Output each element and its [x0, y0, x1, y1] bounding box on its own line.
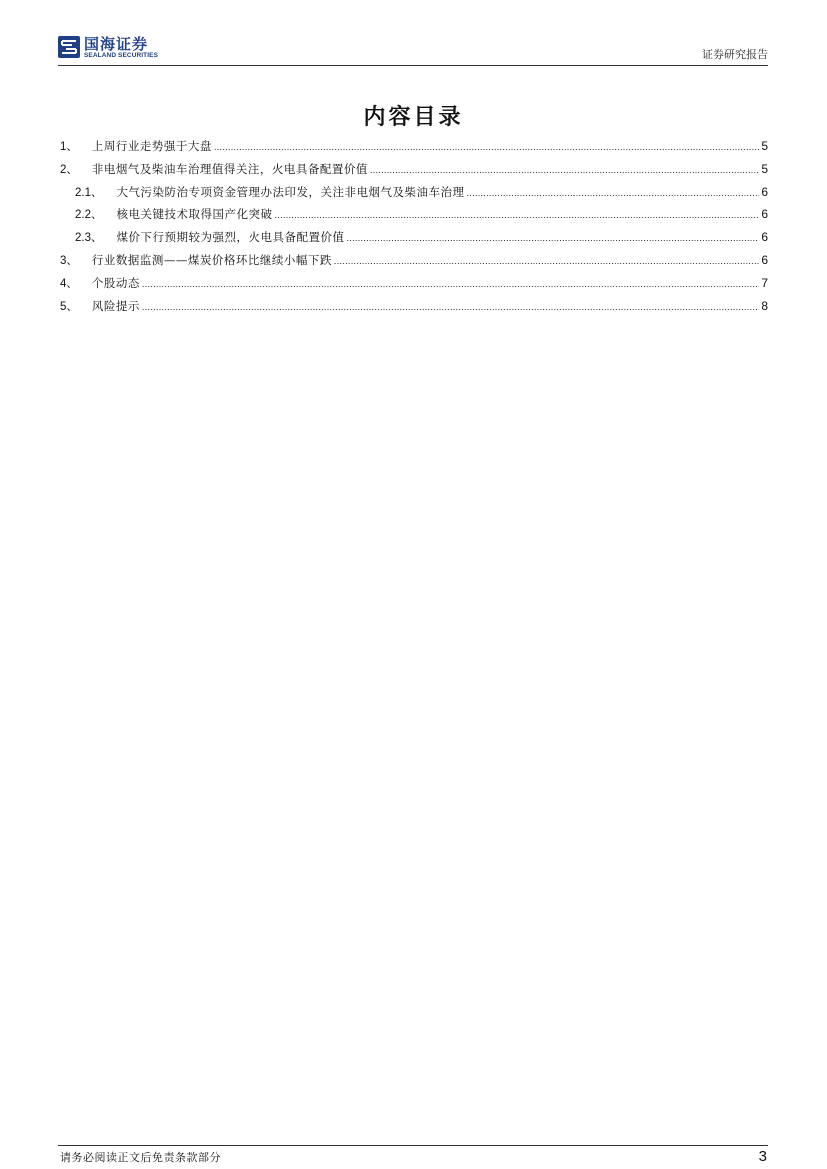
report-type-label: 证券研究报告: [702, 48, 768, 61]
toc-leader-dots: [142, 279, 759, 289]
toc-entry-title: 非电烟气及柴油车治理值得关注，火电具备配置价值: [91, 161, 368, 176]
toc-leader-dots: [142, 302, 759, 312]
toc-entry-number: 2.3、: [75, 232, 103, 245]
toc-entry[interactable]: [60, 252, 768, 275]
toc-leader-dots: [347, 233, 760, 243]
page-header: [58, 36, 768, 66]
toc-subentry[interactable]: [60, 229, 768, 252]
logo-chinese-name: 国海证券: [84, 35, 149, 53]
toc-leader-dots: [467, 188, 760, 198]
logo-english-name: SEALAND SECURITIES: [84, 52, 159, 59]
toc-entry-title: 上周行业走势强于大盘: [91, 139, 212, 153]
toc-entry-page: 6: [761, 252, 768, 267]
toc-entry-number: 2、: [60, 163, 78, 176]
toc-entry-page: 6: [761, 184, 768, 199]
toc-entry-page: 5: [761, 161, 768, 176]
toc-entry-page: 8: [761, 298, 768, 313]
toc-subentry[interactable]: [60, 184, 768, 207]
toc-leader-dots: [275, 210, 760, 220]
page-number: 3: [758, 1148, 767, 1165]
toc-entry-title: 核电关键技术取得国产化突破: [116, 207, 273, 222]
toc-entry[interactable]: [60, 275, 768, 298]
toc-leader-dots: [370, 165, 759, 175]
toc-entry-title: 行业数据监测——煤炭价格环比继续小幅下跌: [91, 252, 332, 267]
toc-leader-dots: [214, 142, 759, 152]
toc-entry-page: 5: [761, 139, 768, 153]
toc-entry-title: 大气污染防治专项资金管理办法印发，关注非电烟气及柴油车治理: [116, 184, 465, 199]
toc-entry-number: 3、: [60, 254, 78, 267]
sealand-logo-icon: [58, 36, 80, 58]
toc-entry-page: 7: [761, 275, 768, 290]
header-divider: [58, 65, 768, 66]
toc-title: 内容目录: [363, 105, 464, 130]
toc-entry[interactable]: [60, 138, 768, 161]
table-of-contents: [60, 138, 768, 320]
toc-subentry[interactable]: [60, 206, 768, 229]
toc-entry[interactable]: [60, 298, 768, 321]
toc-entry-title: 风险提示: [91, 298, 140, 313]
toc-entry-page: 6: [761, 207, 768, 222]
toc-entry[interactable]: [60, 161, 768, 184]
toc-entry-page: 6: [761, 230, 768, 245]
toc-entry-title: 煤价下行预期较为强烈，火电具备配置价值: [116, 230, 345, 245]
footer-divider: [58, 1145, 768, 1146]
company-logo: [58, 36, 158, 60]
toc-entry-number: 2.1、: [75, 186, 103, 199]
toc-entry-number: 4、: [60, 277, 78, 290]
footer-disclaimer: 请务必阅读正文后免责条款部分: [60, 1151, 221, 1164]
toc-leader-dots: [334, 256, 759, 266]
toc-entry-number: 2.2、: [75, 209, 103, 222]
toc-entry-number: 5、: [60, 300, 78, 313]
toc-entry-title: 个股动态: [91, 275, 140, 290]
toc-entry-number: 1、: [60, 141, 78, 153]
